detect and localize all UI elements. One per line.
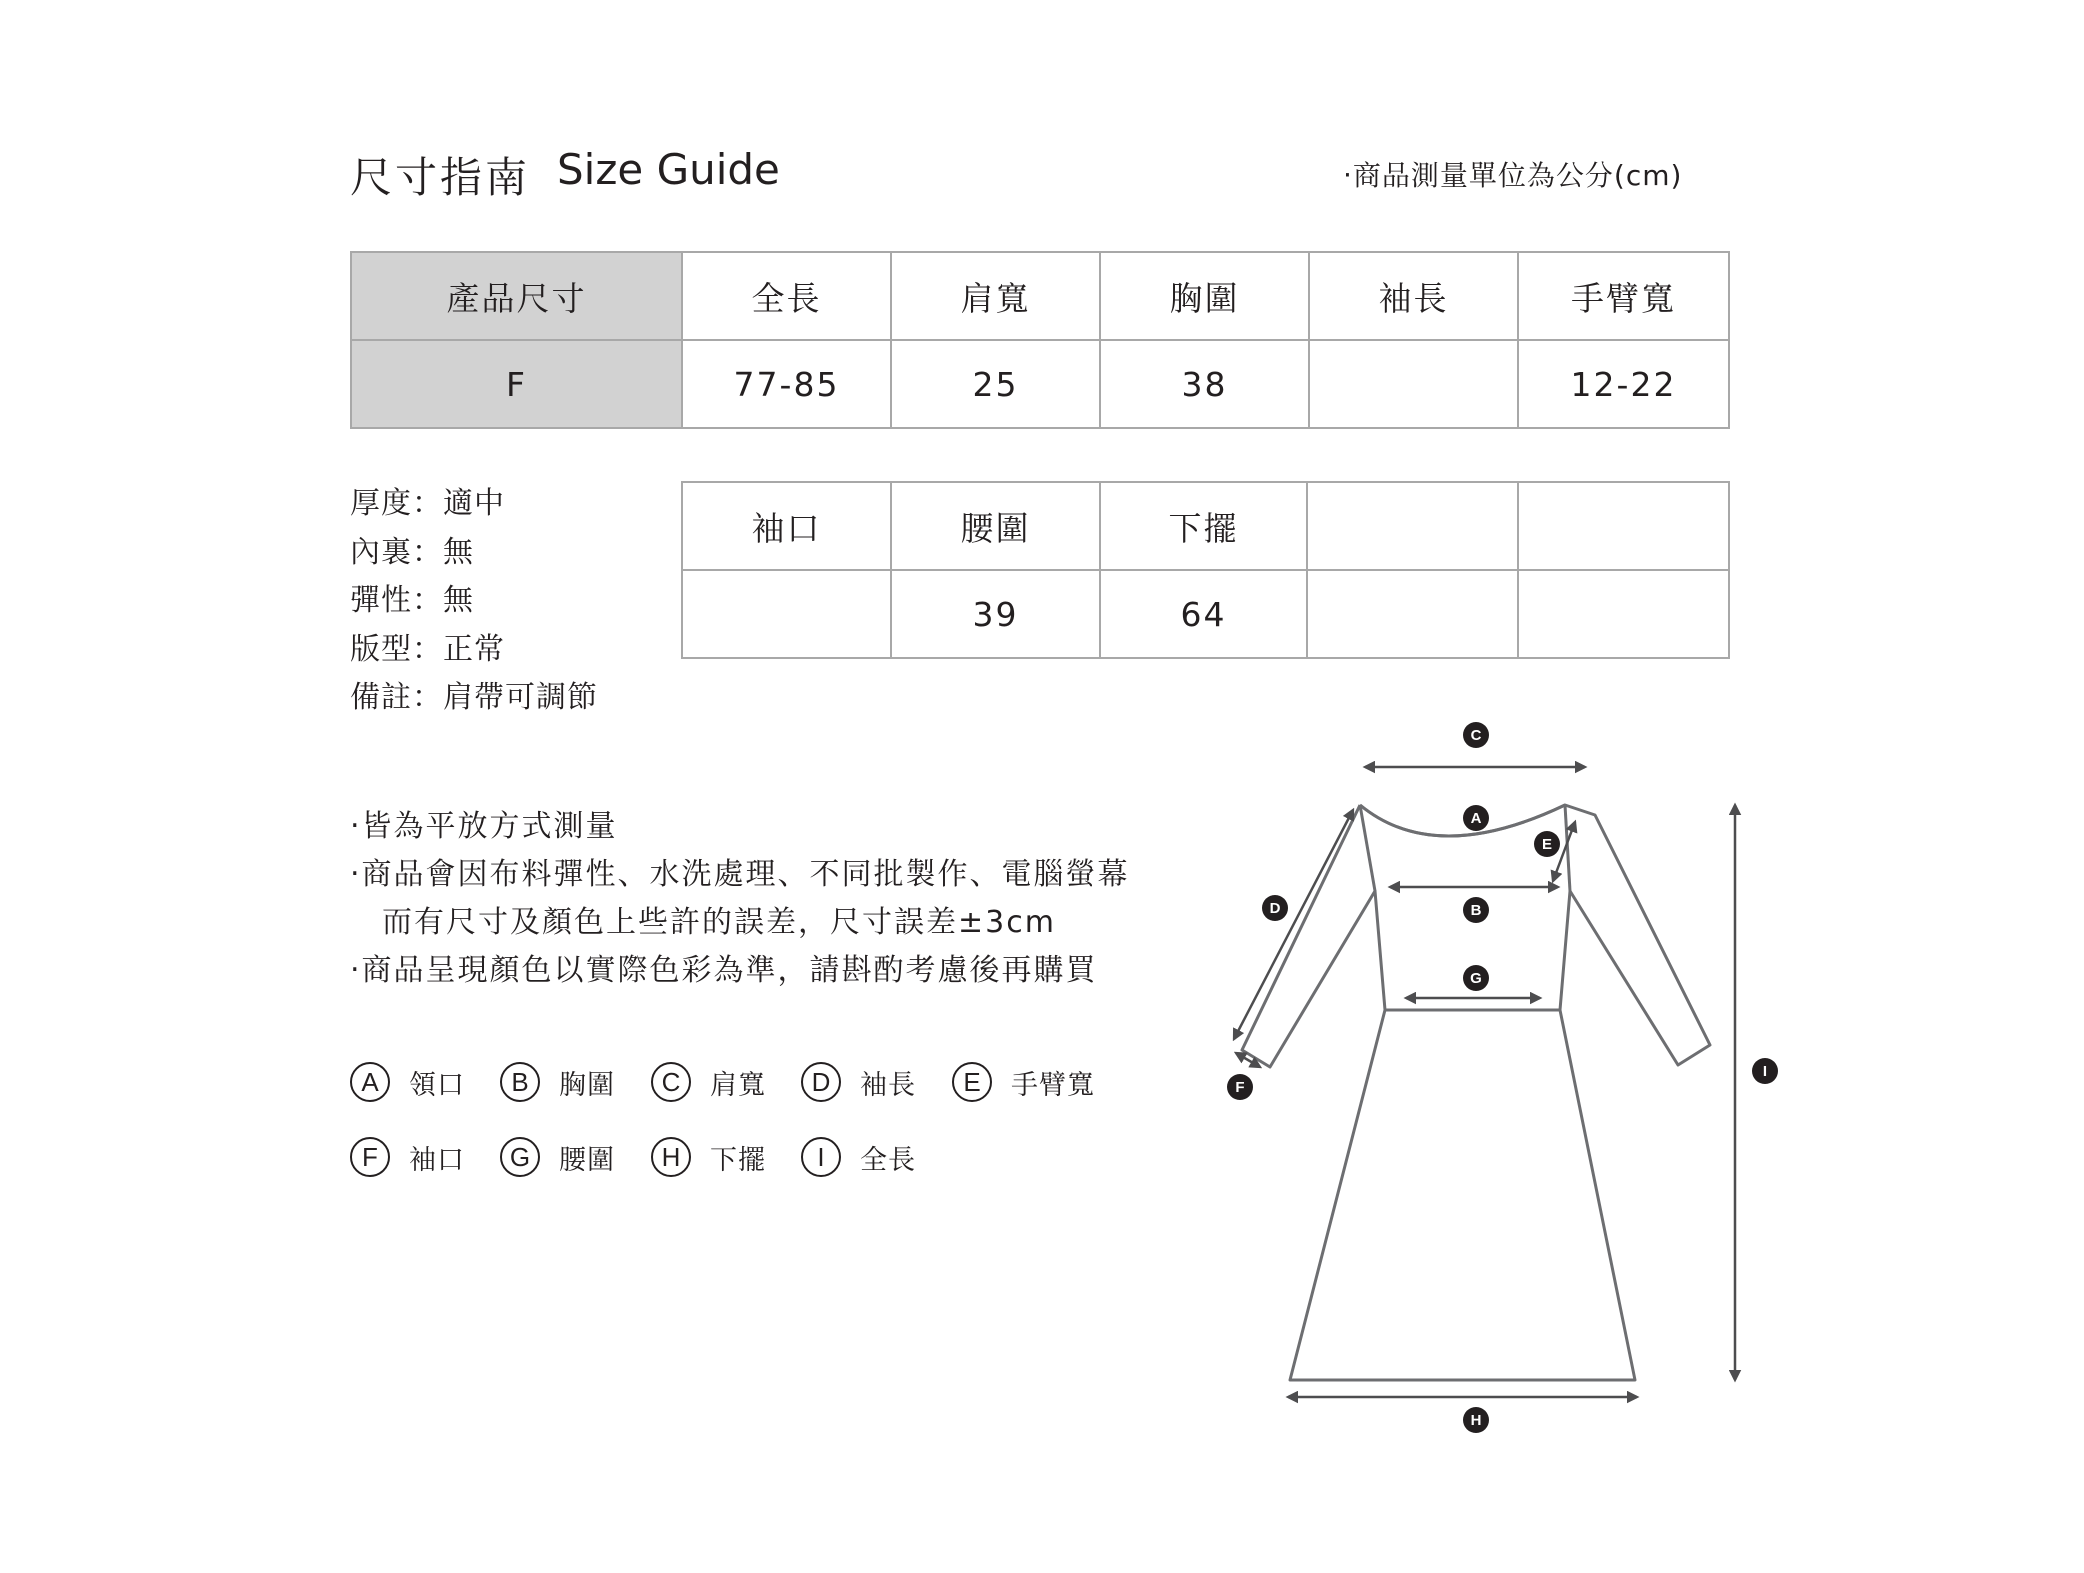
legend-label: 全長	[860, 1144, 916, 1176]
legend-item	[651, 1137, 766, 1177]
page-title-chinese: 尺寸指南	[350, 153, 531, 202]
secondary-size-table	[681, 481, 1730, 659]
svg-text:I: I	[1762, 1063, 1768, 1080]
marker-b	[1463, 897, 1489, 923]
header-arm-width: 手臂寬	[1518, 252, 1729, 340]
legend-key-circle: F	[350, 1137, 390, 1177]
note-flat-measure: ‧皆為平放方式測量	[350, 809, 618, 844]
header-size: 產品尺寸	[351, 252, 682, 340]
cell-shoulder-width: 25	[891, 340, 1100, 428]
cell-hem: 64	[1100, 570, 1307, 658]
property-lining: 內裏：無	[350, 534, 474, 570]
cell-cuff	[682, 570, 891, 658]
marker-g	[1463, 965, 1489, 991]
marker-i	[1752, 1058, 1778, 1084]
measurement-notes	[350, 803, 1130, 995]
legend-item	[500, 1137, 615, 1177]
legend-key-circle: A	[350, 1062, 390, 1102]
marker-d	[1262, 895, 1288, 921]
svg-text:A: A	[1470, 810, 1482, 827]
header-empty	[1518, 482, 1729, 570]
cell-empty	[1518, 570, 1729, 658]
svg-text:G: G	[1470, 970, 1482, 987]
cell-empty	[1307, 570, 1518, 658]
page-title-english: Size Guide	[557, 145, 780, 194]
size-table-header-row	[351, 252, 1729, 340]
legend-item	[952, 1062, 1095, 1102]
legend-label: 袖口	[409, 1144, 465, 1176]
size-table-row	[351, 340, 1729, 428]
marker-f	[1227, 1074, 1253, 1100]
property-elasticity: 彈性：無	[350, 583, 474, 618]
legend-key-circle: H	[651, 1137, 691, 1177]
marker-a	[1463, 805, 1489, 831]
size-table	[350, 251, 1730, 429]
legend-item	[801, 1137, 916, 1177]
legend-label: 手臂寬	[1011, 1069, 1095, 1101]
cell-size: F	[351, 340, 682, 428]
legend-item	[500, 1062, 615, 1102]
legend-key-circle: C	[651, 1062, 691, 1102]
legend-label: 下擺	[710, 1144, 766, 1176]
cell-sleeve-length	[1309, 340, 1518, 428]
fabric-properties	[350, 480, 598, 723]
legend-key-circle: B	[500, 1062, 540, 1102]
legend-item	[350, 1062, 465, 1102]
legend-label: 腰圍	[559, 1144, 615, 1176]
property-remark: 備註：肩帶可調節	[350, 680, 598, 715]
header-waist: 腰圍	[891, 482, 1100, 570]
legend-item	[801, 1062, 916, 1102]
dress-body-outline	[1242, 805, 1710, 1380]
unit-note: ‧商品測量單位為公分(cm)	[1343, 159, 1683, 192]
header-cuff: 袖口	[682, 482, 891, 570]
cell-bust: 38	[1100, 340, 1309, 428]
arrow-sleeve-length	[1234, 810, 1353, 1039]
header-empty	[1307, 482, 1518, 570]
dress-shoulder-seam-left	[1360, 805, 1375, 891]
legend-item	[350, 1137, 465, 1177]
marker-e	[1534, 831, 1560, 857]
legend-key-circle: D	[801, 1062, 841, 1102]
secondary-table-row	[682, 570, 1729, 658]
svg-text:B: B	[1470, 902, 1482, 919]
svg-text:H: H	[1470, 1412, 1482, 1429]
note-variance-continued: 而有尺寸及顏色上些許的誤差，尺寸誤差±3cm	[382, 905, 1056, 940]
legend-label: 胸圍	[559, 1069, 615, 1101]
cell-total-length: 77-85	[682, 340, 891, 428]
note-color: ‧商品呈現顏色以實際色彩為準，請斟酌考慮後再購買	[350, 953, 1098, 988]
header-sleeve-length: 袖長	[1309, 252, 1518, 340]
legend-key-circle: G	[500, 1137, 540, 1177]
svg-text:F: F	[1235, 1079, 1245, 1096]
legend-key-circle: E	[952, 1062, 992, 1102]
dress-neckline	[1360, 805, 1565, 836]
legend-item	[651, 1062, 766, 1102]
legend-label: 領口	[409, 1069, 465, 1101]
svg-text:C: C	[1470, 727, 1482, 744]
secondary-table-header-row	[682, 482, 1729, 570]
property-fit: 版型：正常	[350, 631, 505, 667]
marker-c	[1463, 722, 1489, 748]
dress-measurement-diagram	[1210, 715, 1810, 1445]
legend-key-circle: I	[801, 1137, 841, 1177]
note-variance: ‧商品會因布料彈性、水洗處理、不同批製作、電腦螢幕	[350, 857, 1130, 892]
legend-label: 袖長	[860, 1069, 916, 1101]
header-bust: 胸圍	[1100, 252, 1309, 340]
header-hem: 下擺	[1100, 482, 1307, 570]
marker-h	[1463, 1407, 1489, 1433]
svg-text:E: E	[1541, 836, 1553, 853]
header-shoulder-width: 肩寬	[891, 252, 1100, 340]
cell-waist: 39	[891, 570, 1100, 658]
property-thickness: 厚度：適中	[350, 486, 505, 521]
svg-text:D: D	[1269, 900, 1281, 917]
cell-arm-width: 12-22	[1518, 340, 1729, 428]
legend-label: 肩寬	[710, 1069, 766, 1101]
header-total-length: 全長	[682, 252, 891, 340]
